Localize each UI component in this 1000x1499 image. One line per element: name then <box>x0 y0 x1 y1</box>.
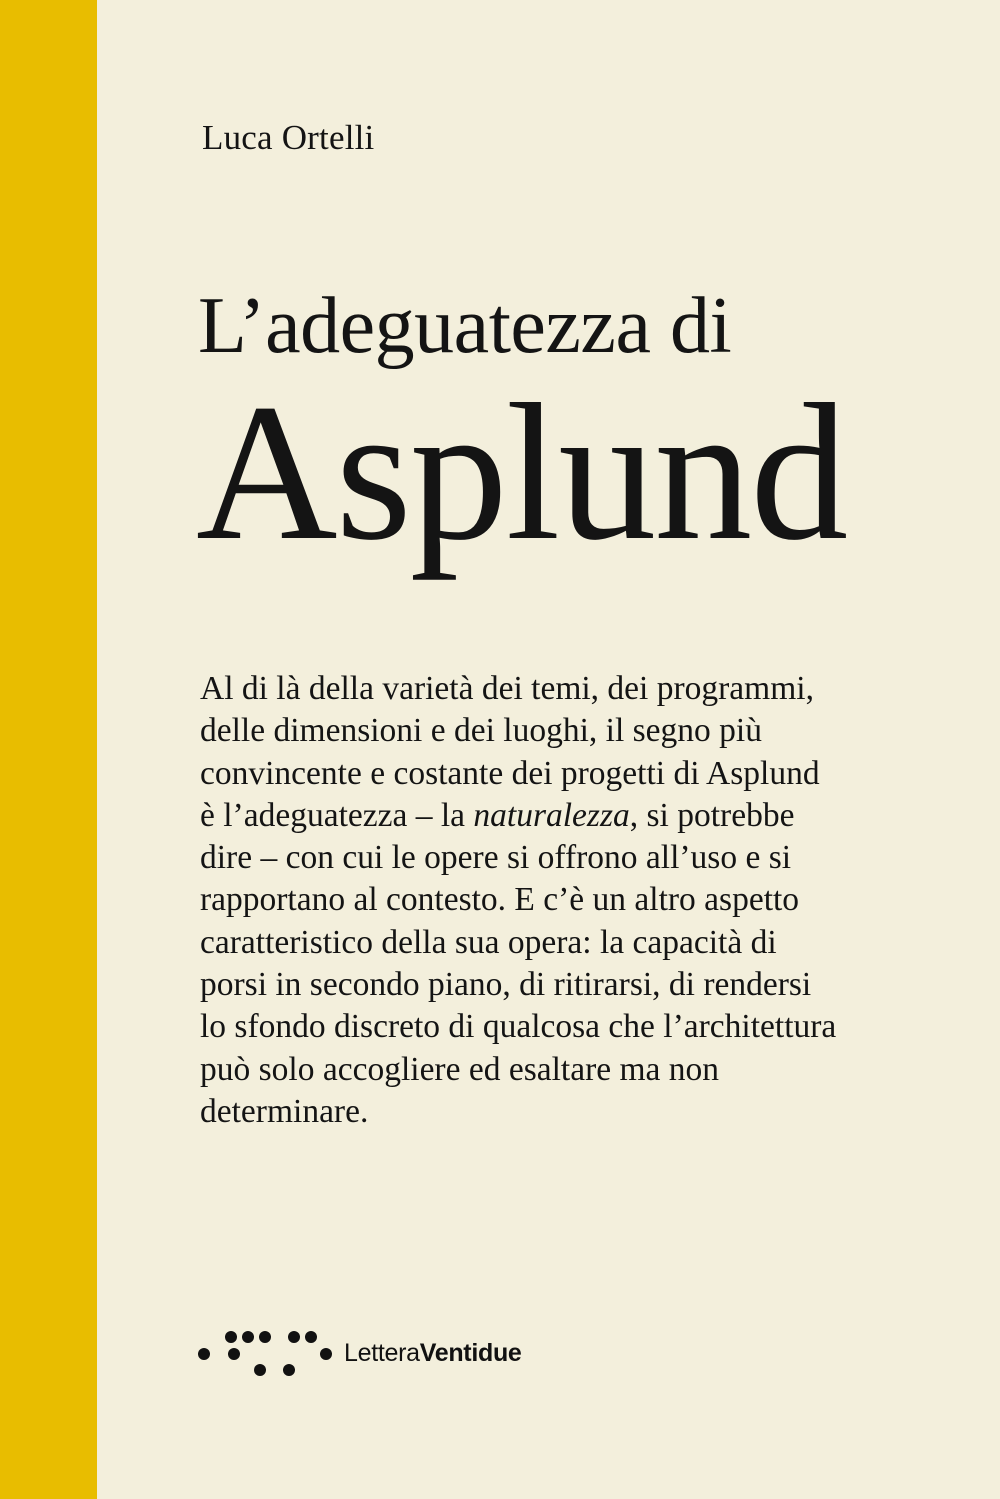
blurb-line: Al di là della varietà dei temi, dei programmi, <box>200 670 814 707</box>
scalloped-edge-border <box>97 0 100 1499</box>
blurb-text: è l’adeguatezza – la <box>200 796 474 834</box>
title-line-1: L’adeguatezza di <box>198 282 732 370</box>
blurb-line: può solo accogliere ed esaltare ma non <box>200 1050 720 1088</box>
blurb-line: delle dimensioni e dei luoghi, il segno più <box>200 712 762 750</box>
blurb-line: convincente e costante dei progetti di Asplund <box>200 754 820 792</box>
blurb-line: rapportano al contesto. E c’è un altro aspetto <box>200 881 800 919</box>
title-line-2: Asplund <box>196 364 847 581</box>
blurb-line: determinare. <box>200 1092 369 1130</box>
blurb-line: porsi in secondo piano, di ritirarsi, di rendersi <box>200 966 812 1004</box>
blurb-line: dire – con cui le opere si offrono all’uso e si <box>200 839 792 877</box>
blurb-text: , si potrebbe <box>629 796 795 834</box>
blurb-italic-word: naturalezza <box>473 796 630 834</box>
publisher-logo <box>198 1328 558 1378</box>
blurb-line: lo sfondo discreto di qualcosa che l’architettura <box>200 1008 837 1046</box>
publisher-name-bold: Ventidue <box>419 1339 522 1367</box>
cover-blurb <box>200 668 890 1133</box>
blurb-line <box>200 795 890 837</box>
braille-dots-logo-icon <box>198 1328 338 1378</box>
yellow-spine-strip <box>0 0 100 1499</box>
publisher-name-light: Lettera <box>344 1339 420 1367</box>
author-name: Luca Ortelli <box>202 118 375 157</box>
publisher-name <box>344 1339 522 1368</box>
blurb-line: caratteristico della sua opera: la capacità di <box>200 923 777 961</box>
